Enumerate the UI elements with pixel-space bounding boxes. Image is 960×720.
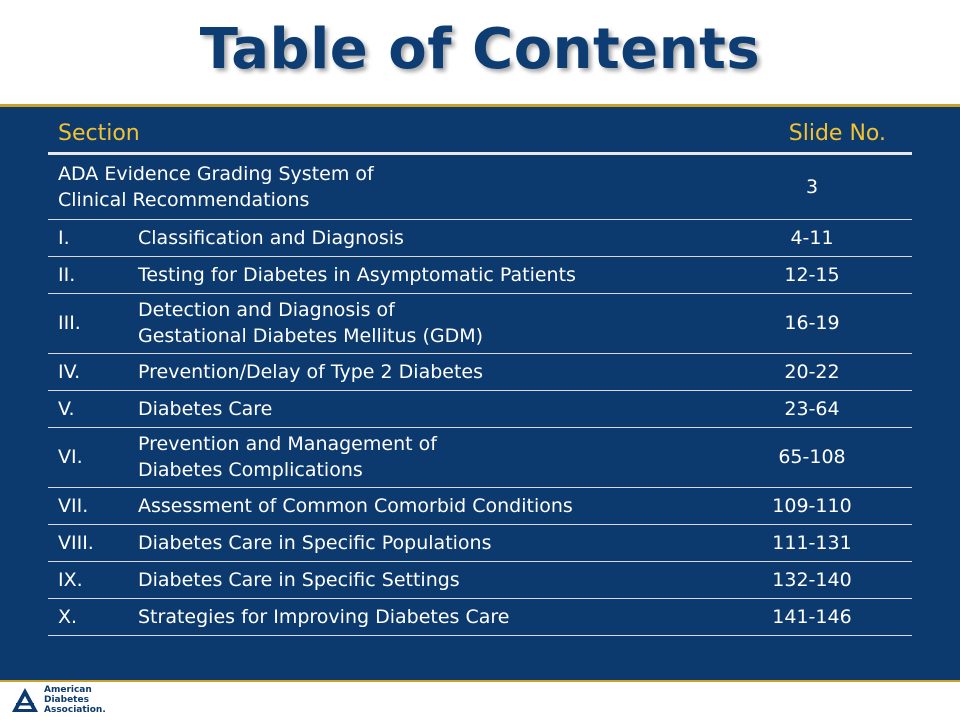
section-number: IX. [48,561,128,598]
section-name: Classification and Diagnosis [128,219,712,256]
triangle-logo-icon [10,686,40,714]
section-number: III. [48,293,128,353]
section-number: X. [48,598,128,635]
slide-range: 16-19 [712,293,912,353]
page-title: Table of Contents [199,17,761,82]
slide-range: 20-22 [712,353,912,390]
slide-range: 65-108 [712,427,912,487]
table-row [48,256,912,293]
slide-range: 141-146 [712,598,912,635]
slide-range: 12-15 [712,256,912,293]
table-row [48,390,912,427]
section-column-header: Section [48,113,712,153]
table-row [48,293,912,353]
section-number: I. [48,219,128,256]
toc-header-row [48,113,912,153]
section-number: VIII. [48,524,128,561]
section-number: II. [48,256,128,293]
section-name: Detection and Diagnosis of Gestational Diabetes Mellitus (GDM) [128,293,712,353]
section-name: Assessment of Common Comorbid Conditions [128,487,712,524]
table-row [48,153,912,219]
section-number: V. [48,390,128,427]
section-name: ADA Evidence Grading System of Clinical Recommendations [48,153,712,219]
section-number: VII. [48,487,128,524]
section-name: Prevention and Management of Diabetes Complications [128,427,712,487]
footer-bar [0,680,960,720]
slide-no-column-header: Slide No. [712,113,912,153]
ada-logo [10,685,106,715]
table-row [48,561,912,598]
section-name: Testing for Diabetes in Asymptomatic Patients [128,256,712,293]
table-row [48,487,912,524]
section-name: Prevention/Delay of Type 2 Diabetes [128,353,712,390]
section-name: Diabetes Care in Specific Settings [128,561,712,598]
slide-range: 3 [712,153,912,219]
section-name: Diabetes Care in Specific Populations [128,524,712,561]
title-band [0,0,960,104]
slide-range: 4-11 [712,219,912,256]
table-row [48,598,912,635]
section-number: IV. [48,353,128,390]
slide-range: 111-131 [712,524,912,561]
section-number: VI. [48,427,128,487]
section-name: Strategies for Improving Diabetes Care [128,598,712,635]
section-name: Diabetes Care [128,390,712,427]
table-row [48,219,912,256]
toc-table [48,113,912,636]
slide-range: 23-64 [712,390,912,427]
table-row [48,353,912,390]
logo-wordmark: American Diabetes Association. [44,685,106,715]
slide-range: 132-140 [712,561,912,598]
table-row [48,524,912,561]
slide-range: 109-110 [712,487,912,524]
table-row [48,427,912,487]
